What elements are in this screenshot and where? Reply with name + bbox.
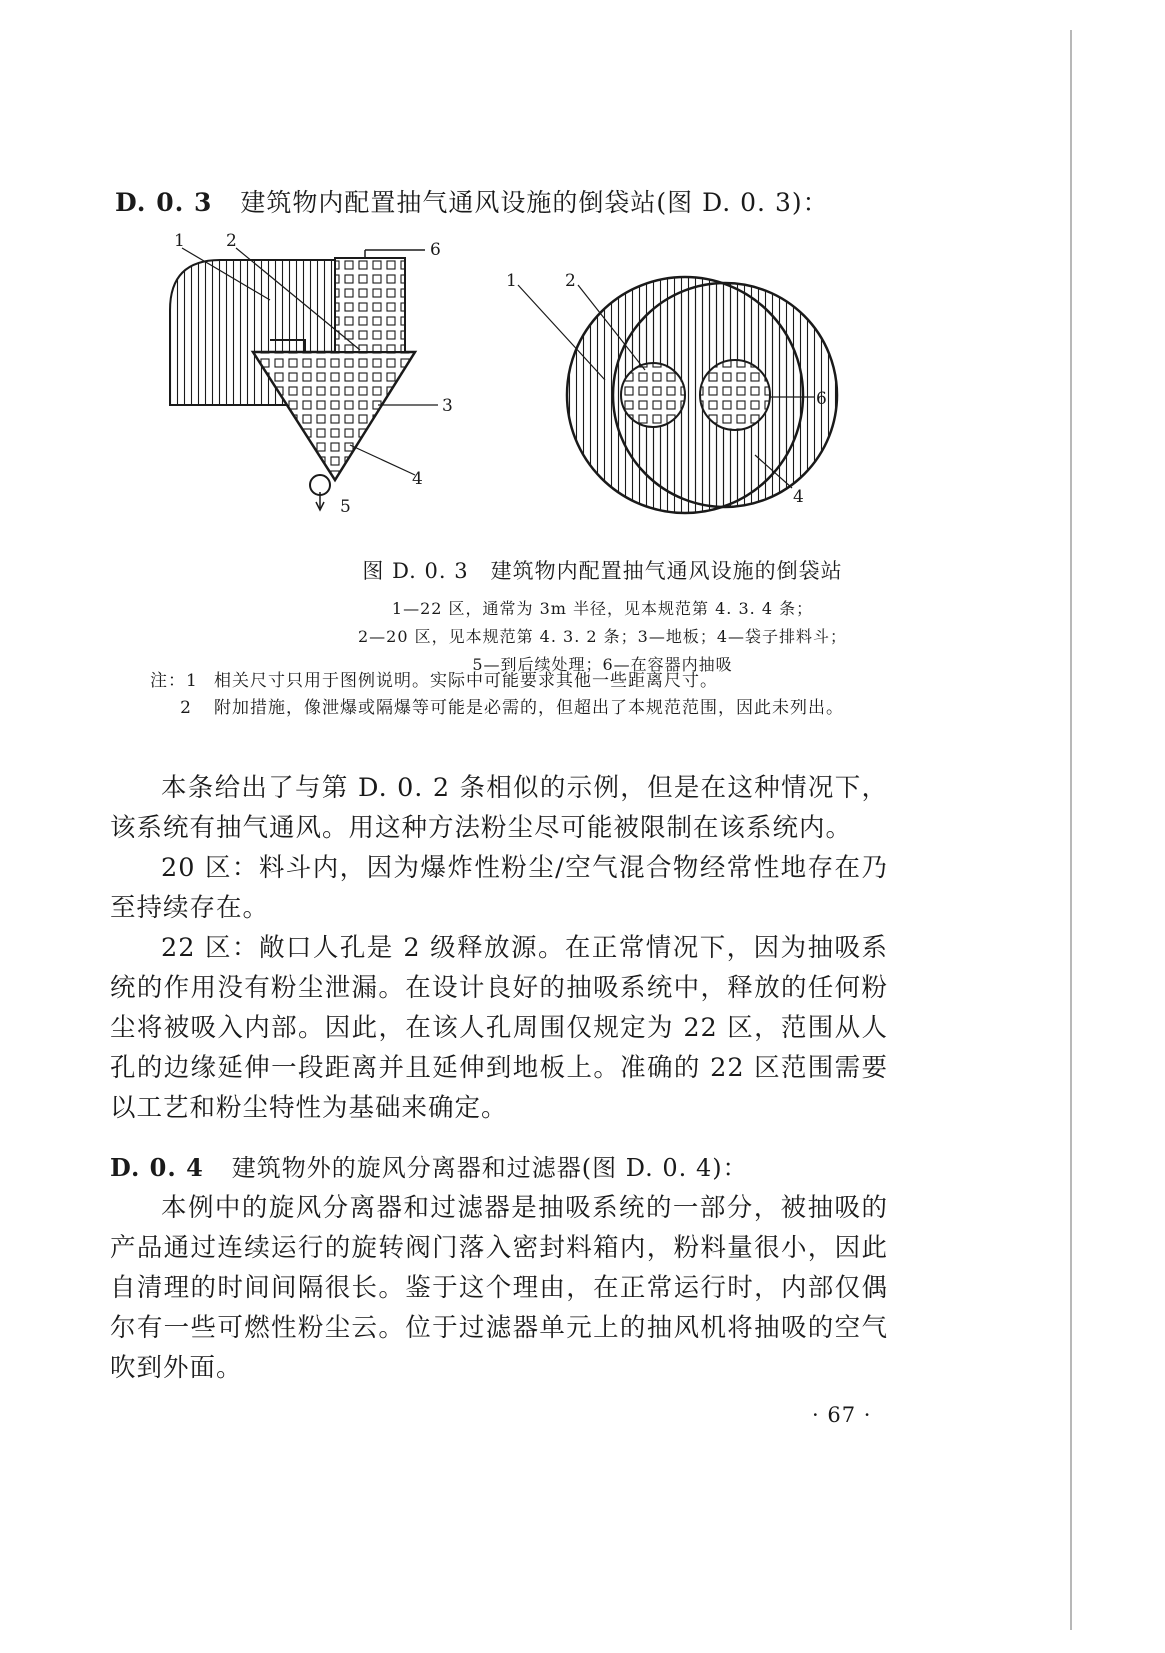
callout-right-6: 6 (816, 389, 827, 409)
callout-left-3: 3 (442, 396, 453, 416)
paragraph: 20 区：料斗内，因为爆炸性粉尘/空气混合物经常性地存在乃至持续存在。 (110, 853, 888, 923)
figure-legend-line-2: 2—20 区，见本规范第 4. 3. 2 条；3—地板；4—袋子排料斗； (357, 627, 848, 646)
section-heading-d04 (110, 1148, 748, 1183)
body-d04 (110, 1188, 888, 1388)
page-edge-line (1070, 30, 1072, 1630)
figure-legend-line-1: 1—22 区，通常为 3m 半径，见本规范第 4. 3. 4 条； (391, 599, 814, 618)
zone-20-hopper (253, 352, 415, 480)
figure-legend-line-3: 5—到后续处理；6—在容器内抽吸 (472, 655, 733, 674)
callout-left-6: 6 (430, 240, 441, 260)
note-number: 2 (180, 698, 192, 718)
note-text: 附加措施，像泄爆或隔爆等可能是必需的，但超出了本规范范围，因此未列出。 (214, 698, 844, 718)
paragraph: 22 区：敞口人孔是 2 级释放源。在正常情况下，因为抽吸系统的作用没有粉尘泄漏。在设计良好的抽吸系统中，释放的任何粉尘将被吸入内部。因此，在该人孔周围仅规定为 22 区，范围从人孔的边缘延伸一段距离并且延伸到地板上。准确的 22 区范围需要以工艺和粉尘特性为基础来确定。 (110, 933, 888, 1123)
note-text: 相关尺寸只用于图例说明。实际中可能要求其他一些距离尺寸。 (214, 671, 718, 691)
left-diagram (170, 231, 453, 517)
note-label: 注：1 (150, 671, 198, 691)
section-number: D. 0. 3 (115, 188, 213, 217)
right-diagram (506, 271, 837, 513)
section-title: 建筑物外的旋风分离器和过滤器(图 D. 0. 4)： (231, 1154, 748, 1182)
figure-notes (150, 668, 890, 722)
callout-right-1: 1 (506, 271, 517, 291)
figure-caption: 图 D. 0. 3 建筑物内配置抽气通风设施的倒袋站 (362, 559, 843, 583)
paragraph: 本例中的旋风分离器和过滤器是抽吸系统的一部分，被抽吸的产品通过连续运行的旋转阀门落入密封料箱内，粉料量很小，因此自清理的时间间隔很长。鉴于这个理由，在正常运行时，内部仅偶尔有一些可燃性粉尘云。位于过滤器单元上的抽风机将抽吸的空气吹到外面。 (110, 1193, 888, 1383)
container-left (621, 363, 685, 427)
body-d03 (110, 768, 888, 1128)
callout-left-4: 4 (412, 469, 423, 489)
note-item (150, 695, 890, 722)
callout-left-1: 1 (174, 231, 185, 251)
section-heading-d03 (115, 183, 829, 219)
note-item (150, 668, 890, 695)
callout-left-2: 2 (226, 231, 237, 251)
callout-left-5: 5 (340, 497, 351, 517)
container-right (700, 360, 770, 430)
callout-right-2: 2 (565, 271, 576, 291)
callout-right-4: 4 (793, 487, 804, 507)
section-title: 建筑物内配置抽气通风设施的倒袋站(图 D. 0. 3)： (240, 188, 829, 217)
figure-d03-diagram (160, 230, 880, 530)
paragraph: 本条给出了与第 D. 0. 2 条相似的示例，但是在这种情况下，该系统有抽气通风。用这种方法粉尘尽可能被限制在该系统内。 (110, 773, 888, 843)
section-number: D. 0. 4 (110, 1153, 204, 1182)
page-number: · 67 · (812, 1403, 872, 1427)
